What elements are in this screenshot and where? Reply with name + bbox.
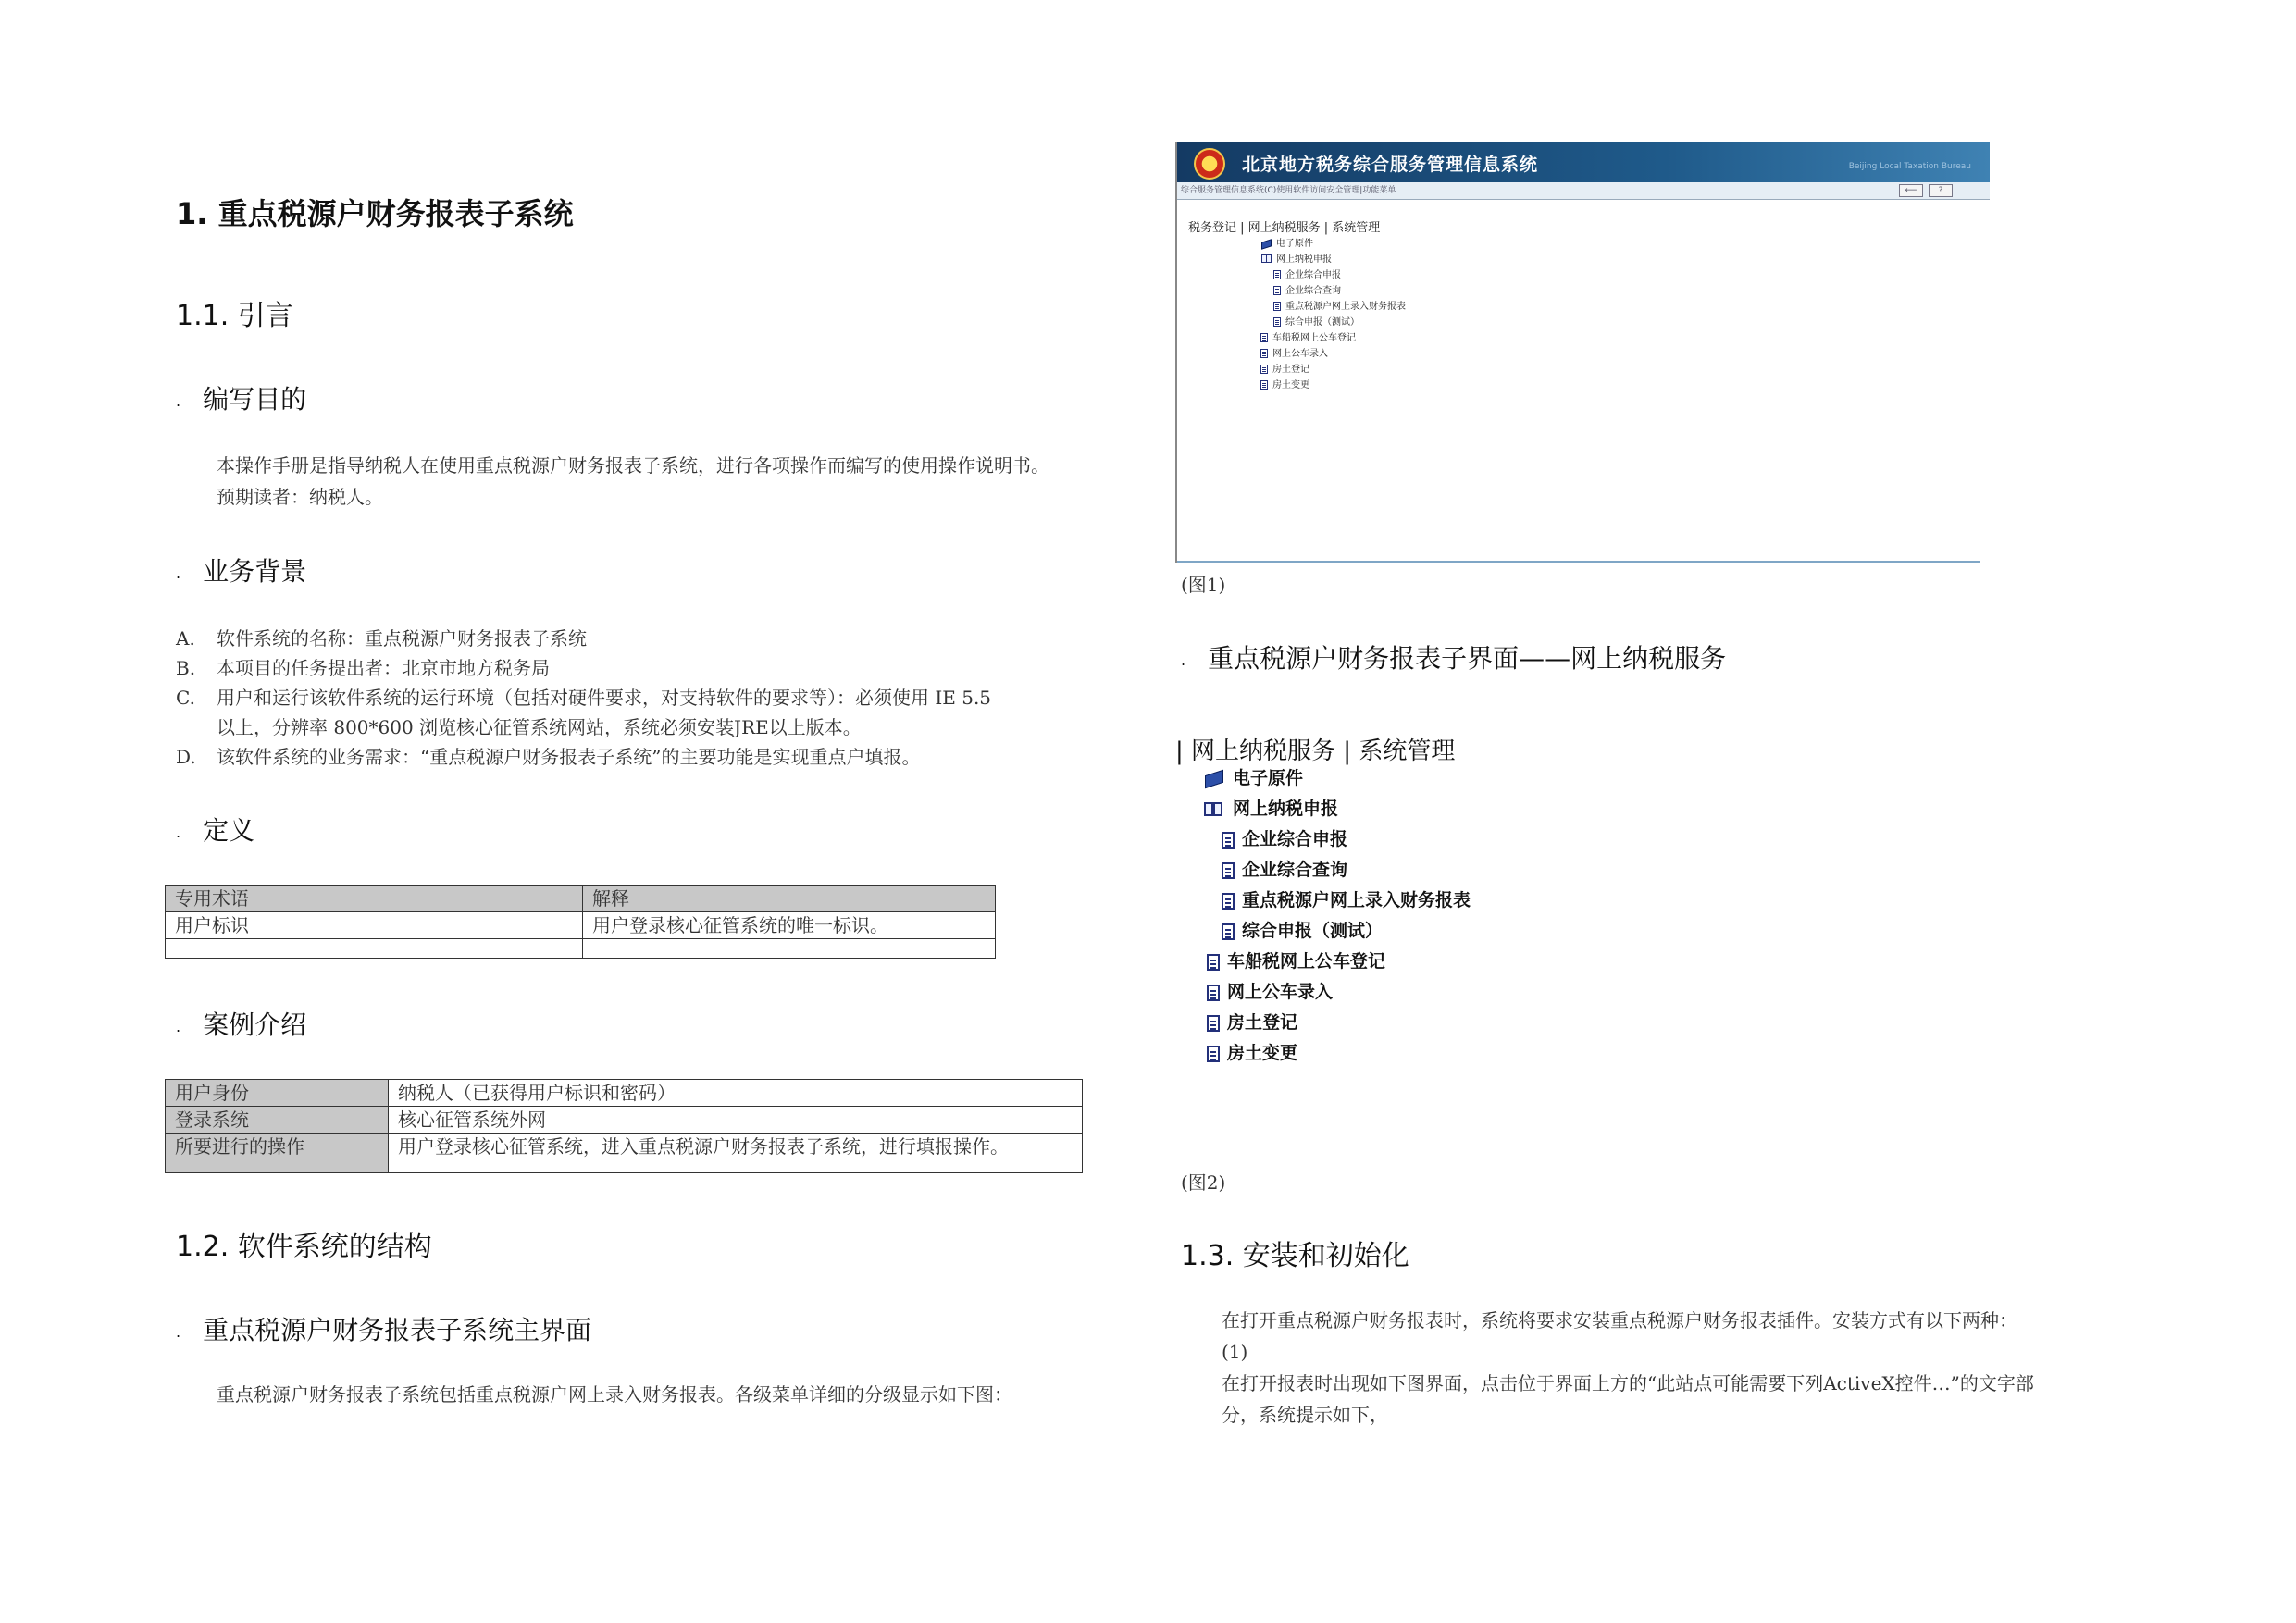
document-icon (1207, 1046, 1220, 1062)
document-icon (1222, 893, 1235, 910)
tree-item-vehicle-input[interactable]: 网上公车录入 (1260, 345, 1328, 359)
document-icon (1260, 333, 1268, 342)
section-1-1-heading: 1.1. 引言 (176, 300, 293, 332)
table-cell (166, 939, 583, 959)
banner-title: 北京地方税务综合服务管理信息系统 (1242, 155, 1539, 175)
main-ui-heading: . 重点税源户财务报表子系统主界面 (176, 1315, 592, 1345)
table-row (166, 1107, 1083, 1134)
tree-item-land-register[interactable]: 房土登记 (1207, 1009, 1297, 1034)
table-label-cell: 用户身份 (166, 1080, 389, 1107)
table-header-row (166, 886, 996, 912)
document-icon (1207, 1015, 1220, 1032)
tree-item-key-tax-report[interactable]: 重点税源户网上录入财务报表 (1273, 298, 1406, 312)
table-label-cell: 所要进行的操作 (166, 1134, 389, 1173)
list-item: A. 软件系统的名称：重点税源户财务报表子系统 (176, 627, 587, 650)
background-list (176, 624, 991, 772)
tree-item-comprehensive-test[interactable]: 综合申报（测试） (1222, 917, 1383, 942)
table-cell: 用户登录核心征管系统的唯一标识。 (583, 912, 996, 939)
document-icon (1260, 380, 1268, 390)
table-cell: 核心征管系统外网 (389, 1107, 1083, 1134)
definition-table (165, 885, 996, 959)
install-text (1222, 1305, 2147, 1431)
list-item: D. 该软件系统的业务需求：“重点税源户财务报表子系统”的主要功能是实现重点户填报。 (176, 746, 921, 768)
tree-item-comprehensive-test[interactable]: 综合申报（测试） (1273, 314, 1359, 328)
list-item: 以上，分辨率 800*600 浏览核心征管系统网站，系统必须安装JRE以上版本。 (217, 716, 862, 738)
purpose-title: 编写目的 (203, 384, 307, 415)
document-icon (1222, 923, 1235, 940)
table-header-cell: 专用术语 (166, 886, 583, 912)
purpose-line-1: 本操作手册是指导纳税人在使用重点税源户财务报表子系统，进行各项操作而编写的使用操作说明书。 (217, 454, 1049, 477)
figure-2-nav-menu[interactable]: | 网上纳税服务 | 系统管理 (1175, 737, 1456, 765)
document-icon (1207, 954, 1220, 971)
list-item: B. 本项目的任务提出者：北京市地方税务局 (176, 657, 550, 679)
definition-heading: . 定义 (176, 815, 255, 846)
case-table (165, 1079, 1083, 1173)
tree-item-land-register[interactable]: 房土登记 (1260, 361, 1309, 375)
app-toolbar (1177, 182, 1990, 200)
table-cell: 用户标识 (166, 912, 583, 939)
open-book-icon (1203, 800, 1225, 819)
install-line-2: (1) (1222, 1341, 1248, 1363)
list-item: C. 用户和运行该软件系统的运行环境（包括对硬件要求，对支持软件的要求等）：必须使用 IE 5.5 (176, 687, 992, 709)
section-1-3-heading: 1.3. 安装和初始化 (1181, 1240, 1409, 1272)
main-ui-text: 重点税源户财务报表子系统包括重点税源户网上录入财务报表。各级菜单详细的分级显示如下图： (217, 1383, 1012, 1406)
tax-emblem-icon (1194, 148, 1225, 180)
section-1-2-heading: 1.2. 软件系统的结构 (176, 1231, 432, 1263)
document-icon (1273, 286, 1281, 295)
section-1-heading: 1. 重点税源户财务报表子系统 (176, 196, 574, 231)
open-book-icon (1260, 254, 1272, 264)
back-icon[interactable]: ⟵ (1899, 184, 1923, 197)
document-icon (1273, 302, 1281, 311)
document-icon (1260, 365, 1268, 374)
case-heading: . 案例介绍 (176, 1010, 307, 1040)
table-cell: 纳税人（已获得用户标识和密码） (389, 1080, 1083, 1107)
tree-item-online-declare[interactable]: 网上纳税申报 (1203, 795, 1338, 820)
purpose-line-2: 预期读者：纳税人。 (217, 486, 383, 508)
toolbar-text: 综合服务管理信息系统(C)使用软件访问安全管理|功能菜单 (1181, 186, 1396, 195)
main-ui-title: 重点税源户财务报表子系统主界面 (203, 1315, 592, 1345)
tree-item-e-original[interactable]: 电子原件 (1203, 764, 1303, 789)
table-row (166, 1080, 1083, 1107)
background-title: 业务背景 (203, 556, 307, 587)
tree-item-e-original[interactable]: 电子原件 (1260, 235, 1313, 249)
app-nav-menu[interactable]: 税务登记 | 网上纳税服务 | 系统管理 (1188, 221, 1381, 235)
tree-item-vehicle-input[interactable]: 网上公车录入 (1207, 978, 1333, 1003)
table-cell: 用户登录核心征管系统，进入重点税源户财务报表子系统，进行填报操作。 (389, 1134, 1083, 1173)
figure-1-screenshot (1175, 142, 1990, 563)
banner-subtitle: Beijing Local Taxation Bureau (1848, 162, 1971, 171)
document-icon (1273, 270, 1281, 279)
book-icon (1260, 239, 1272, 248)
table-row (166, 939, 996, 959)
tree-item-enterprise-query[interactable]: 企业综合查询 (1273, 282, 1341, 296)
tree-item-land-change[interactable]: 房土变更 (1207, 1039, 1297, 1064)
definition-title: 定义 (203, 815, 255, 846)
tree-item-vehicle-register[interactable]: 车船税网上公车登记 (1207, 948, 1385, 973)
document-icon (1222, 832, 1235, 849)
document-icon (1222, 862, 1235, 879)
tree-item-enterprise-declare[interactable]: 企业综合申报 (1222, 825, 1347, 850)
status-divider (1177, 561, 1980, 563)
tree-item-enterprise-declare[interactable]: 企业综合申报 (1273, 266, 1341, 280)
tree-item-enterprise-query[interactable]: 企业综合查询 (1222, 856, 1347, 881)
table-label-cell: 登录系统 (166, 1107, 389, 1134)
help-icon[interactable]: ? (1929, 184, 1953, 197)
figure-1-caption: (图1) (1181, 574, 1226, 596)
document-icon (1260, 349, 1268, 358)
tree-item-vehicle-register[interactable]: 车船税网上公车登记 (1260, 329, 1356, 343)
fig2-heading: . 重点税源户财务报表子界面——网上纳税服务 (1181, 643, 1727, 674)
document-icon (1207, 985, 1220, 1001)
table-row (166, 912, 996, 939)
table-row (166, 1134, 1083, 1173)
background-heading: . 业务背景 (176, 556, 307, 587)
purpose-heading: . 编写目的 (176, 384, 307, 415)
figure-2-caption: (图2) (1181, 1171, 1226, 1194)
case-title: 案例介绍 (203, 1010, 307, 1040)
fig2-title: 重点税源户财务报表子界面——网上纳税服务 (1208, 643, 1727, 674)
app-banner (1177, 142, 1990, 182)
install-line-1: 在打开重点税源户财务报表时，系统将要求安装重点税源户财务报表插件。安装方式有以下两种： (1222, 1309, 2017, 1332)
purpose-text (217, 450, 1049, 513)
tree-item-key-tax-report[interactable]: 重点税源户网上录入财务报表 (1222, 886, 1471, 911)
tree-item-online-declare[interactable]: 网上纳税申报 (1260, 251, 1332, 265)
table-header-cell: 解释 (583, 886, 996, 912)
install-line-3: 在打开报表时出现如下图界面，点击位于界面上方的“此站点可能需要下列ActiveX控件…”的文字部 (1222, 1372, 2034, 1394)
document-icon (1273, 317, 1281, 327)
table-cell (583, 939, 996, 959)
tree-item-land-change[interactable]: 房土变更 (1260, 377, 1309, 390)
book-icon (1203, 770, 1225, 788)
install-line-4: 分，系统提示如下， (1222, 1404, 1388, 1426)
